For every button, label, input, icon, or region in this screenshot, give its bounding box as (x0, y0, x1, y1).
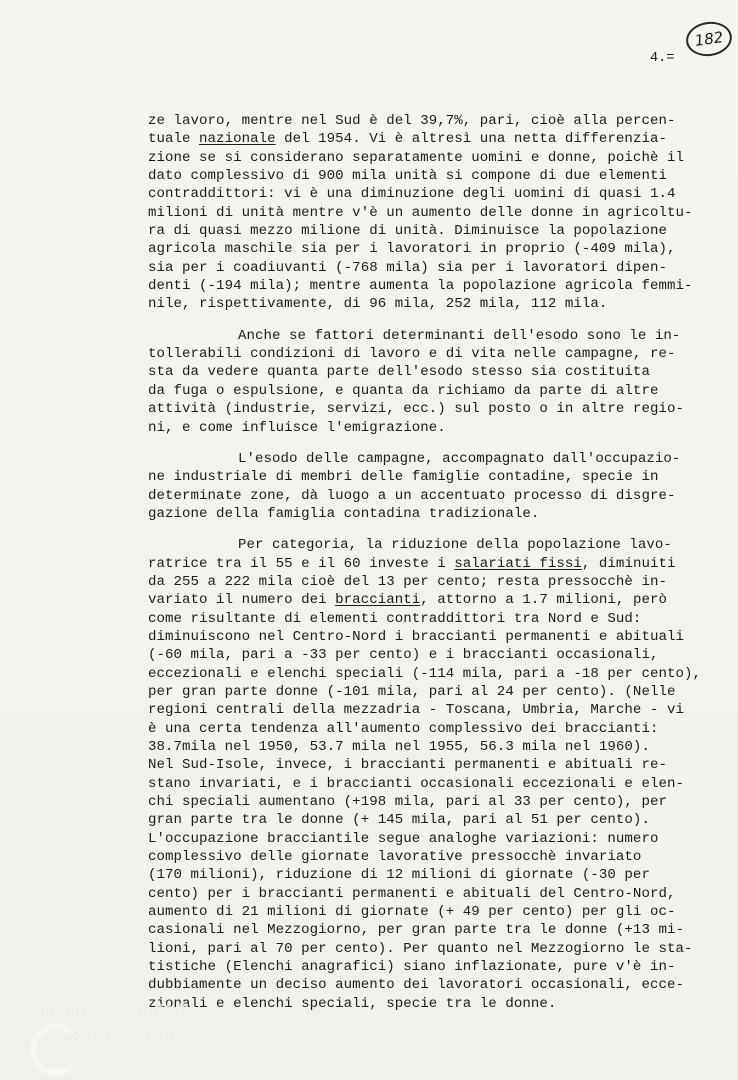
text-line: milioni di unità mentre v'è un aumento delle donne in agricoltu- (148, 204, 693, 221)
text-line: dato complessivo di 900 mila unità si compone di due elementi (148, 168, 667, 185)
text-line: tistiche (Elenchi anagrafici) siano inflazionate, pure v'è in- (148, 959, 676, 976)
text-line: L'occupazione bracciantile segue analoghe variazioni: numero (148, 830, 659, 847)
text-line: variato il numero dei braccianti, attorno a 1.7 milioni, però (148, 592, 667, 609)
text-line: per gran parte donne (-101 mila, pari al 24 per cento). (Nelle (148, 683, 676, 700)
watermark: FONDAZIONE GRAMSCI (8, 1001, 192, 1050)
text-line: tuale nazionale del 1954. Vi è altresì una netta differenzia- (148, 131, 667, 148)
text-line: ni, e come influisce l'emigrazione. (148, 419, 446, 436)
text-line: chi speciali aumentano (+198 mila, pari al 33 per cento), per (148, 794, 667, 811)
text-line: (-60 mila, pari a -33 per cento) e i braccianti occasionali, (148, 647, 659, 664)
page-number: 4.= (650, 51, 675, 66)
text-line: attività (industrie, servizi, ecc.) sul posto o in altre regio- (148, 401, 684, 418)
text-line: lioni, pari al 70 per cento). Per quanto nel Mezzogiorno le sta- (148, 940, 693, 957)
text-line: aumento di 21 milioni di giornate (+ 49 per cento) per gli oc- (148, 904, 676, 921)
text-line: determinate zone, dà luogo a un accentuato processo di disgre- (148, 487, 676, 504)
text-line: da fuga o espulsione, e quanta da richiamo da parte di altre (148, 382, 659, 399)
text-line: dubbiamente un deciso aumento dei lavoratori occasionali, ecce- (148, 977, 684, 994)
paragraph-first-line: Per categoria, la riduzione della popolazione lavo- (238, 537, 672, 554)
paragraph-first-line: L'esodo delle campagne, accompagnato dall'occupazio- (238, 450, 681, 467)
paragraph-first-line: Anche se fattori determinanti dell'esodo sono le in- (238, 327, 681, 344)
text-line: agricola maschile sia per i lavoratori in proprio (-409 mila), (148, 241, 676, 258)
text-line: casionali nel Mezzogiorno, per gran parte tra le donne (+13 mi- (148, 922, 684, 939)
text-line: nile, rispettivamente, di 96 mila, 252 mila, 112 mila. (148, 296, 608, 313)
text-line: ratrice tra il 55 e il 60 investe i salariati fissi, diminuiti (148, 555, 676, 572)
text-line: ra di quasi mezzo milione di unità. Diminuisce la popolazione (148, 223, 667, 240)
underlined-term: braccianti (335, 592, 421, 609)
text-line: zionali e elenchi speciali, specie tra le donne. (148, 995, 557, 1012)
text-line: ze lavoro, mentre nel Sud è del 39,7%, pari, cioè alla percen- (148, 113, 676, 129)
text-line: stano invariati, e i braccianti occasionali eccezionali e elen- (148, 775, 684, 792)
text-line: (170 milioni), riduzione di 12 milioni di giornate (-30 per (148, 867, 650, 884)
underlined-term: nazionale (199, 131, 276, 148)
text-line: diminuiscono nel Centro-Nord i braccianti permanenti e abituali (148, 628, 684, 645)
text-line: complessivo delle giornate lavorative pressocchè invariato (148, 849, 642, 866)
text-line: 38.7mila nel 1950, 53.7 mila nel 1955, 56.3 mila nel 1960). (148, 739, 650, 755)
text-line: sia per i coadiuvanti (-768 mila) sia per i lavoratori dipen- (148, 259, 667, 276)
document-body (148, 112, 728, 1013)
text-line: gazione della famiglia contadina tradizionale. (148, 505, 540, 522)
text-line: gran parte tra le donne (+ 145 mila, pari al 51 per cento). (148, 812, 650, 829)
text-line: regioni centrali della mezzadria - Toscana, Umbria, Marche - vi (148, 702, 684, 719)
text-line: da 255 a 222 mila cioè del 13 per cento; resta pressocchè in- (148, 573, 667, 590)
text-line: eccezionali e elenchi speciali (-114 mila, pari a -18 per cento), (148, 665, 701, 682)
text-line: sta da vedere quanta parte dell'esodo stesso sia costituita (148, 364, 650, 381)
underlined-term: salariati fissi (454, 555, 582, 572)
archive-stamp: 182 (684, 19, 734, 59)
text-line: Nel Sud-Isole, invece, i braccianti permanenti e abituali re- (148, 757, 667, 774)
text-line: denti (-194 mila); mentre aumenta la popolazione agricola femmi- (148, 278, 693, 295)
text-line: ne industriale di membri delle famiglie contadine, specie in (148, 469, 659, 486)
text-line: cento) per i braccianti permanenti e abituali del Centro-Nord, (148, 885, 676, 902)
text-line: come risultante di elementi contraddittori tra Nord e Sud: (148, 610, 642, 627)
text-line: zione se si considerano separatamente uomini e donne, poichè il (148, 149, 684, 166)
text-line: tollerabili condizioni di lavoro e di vita nelle campagne, re- (148, 346, 676, 363)
text-line: contraddittori: vi è una diminuzione degli uomini di quasi 1.4 (148, 186, 676, 203)
text-line: è una certa tendenza all'aumento complessivo dei braccianti: (148, 720, 659, 737)
